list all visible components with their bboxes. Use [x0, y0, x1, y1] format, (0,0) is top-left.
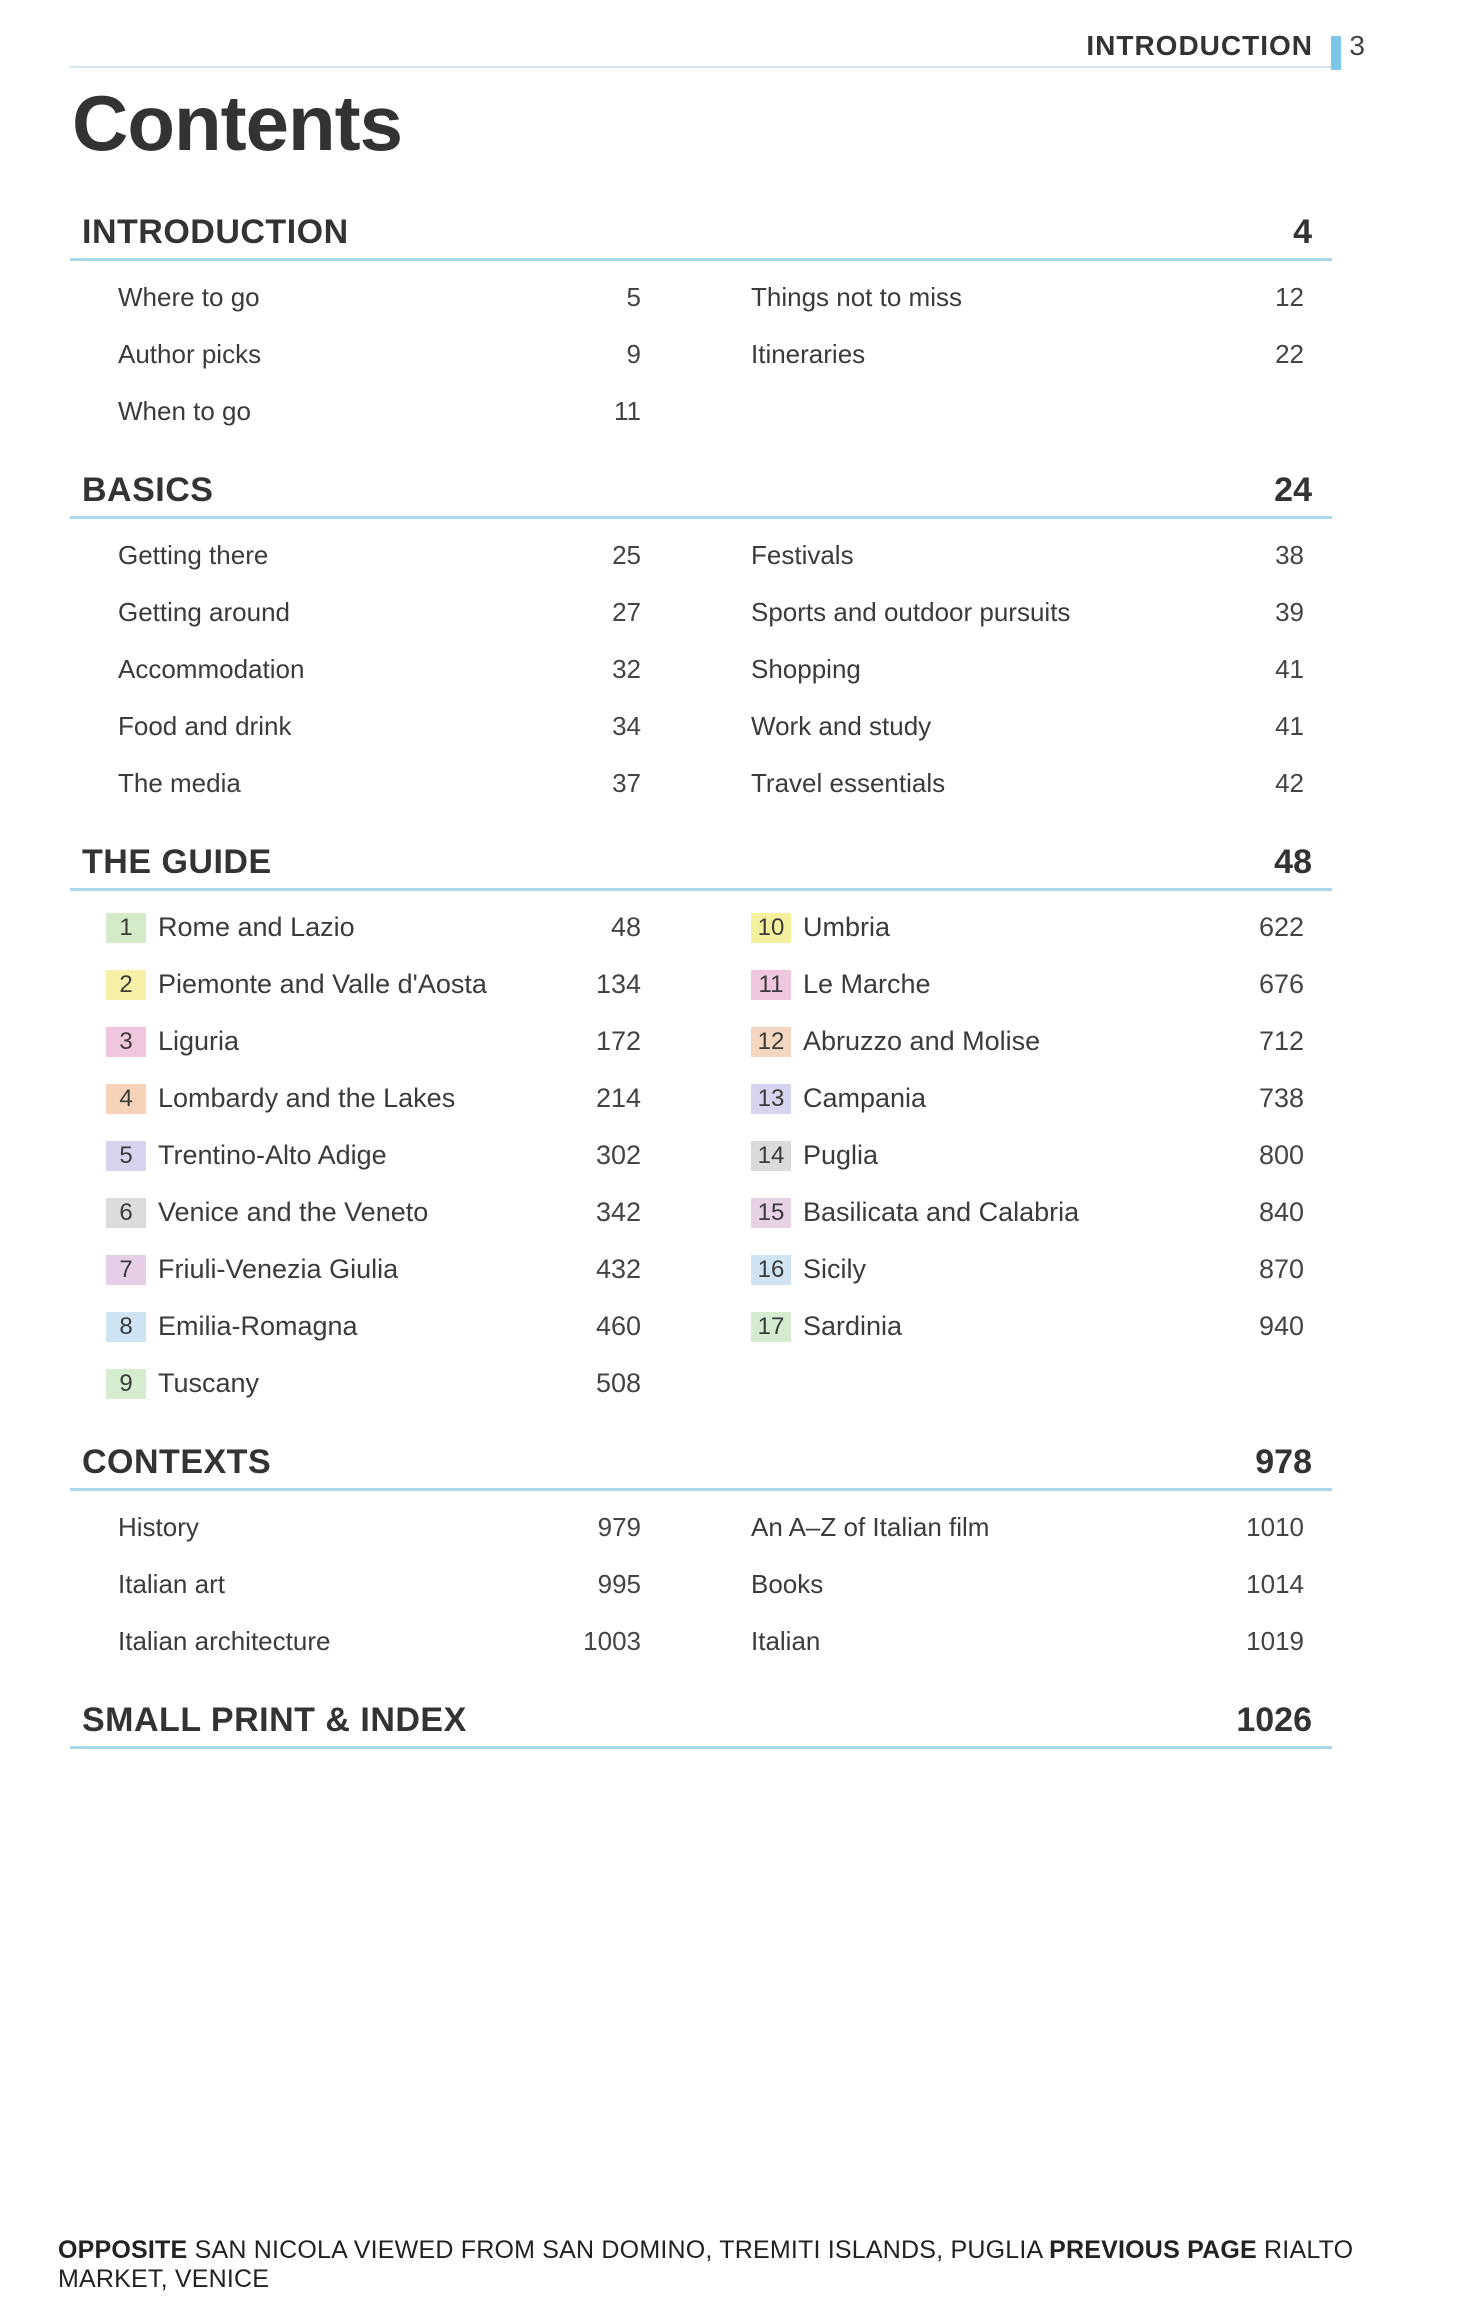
entry-page: 1010: [1246, 1512, 1304, 1542]
chapter-label: [106, 1140, 387, 1171]
toc-entry[interactable]: [70, 1499, 651, 1556]
toc-entry[interactable]: [751, 584, 1332, 641]
column-right: [751, 899, 1332, 1412]
chapter-page: 738: [1258, 1083, 1304, 1113]
chapter-title: Umbria: [803, 912, 891, 942]
section-title: CONTEXTS: [82, 1443, 272, 1481]
toc-entry[interactable]: [751, 326, 1332, 383]
chapter-entry[interactable]: [751, 1013, 1332, 1070]
chapter-title: Sicily: [803, 1254, 867, 1284]
chapter-title: Abruzzo and Molise: [803, 1026, 1041, 1056]
chapter-number-badge: 1: [106, 913, 146, 943]
chapter-label: [106, 1197, 428, 1228]
entry-label: Italian: [751, 1626, 821, 1656]
chapter-page: 800: [1258, 1140, 1304, 1170]
entry-label: Shopping: [751, 654, 861, 684]
toc-entry[interactable]: [751, 698, 1332, 755]
chapter-label: [106, 969, 487, 1000]
chapter-page: 622: [1258, 912, 1304, 942]
chapter-label: [106, 912, 355, 943]
chapter-number-badge: 14: [751, 1141, 791, 1171]
section-introduction: [70, 200, 1332, 458]
toc-entry[interactable]: [751, 641, 1332, 698]
chapter-entry[interactable]: [751, 956, 1332, 1013]
entry-label: Festivals: [751, 540, 854, 570]
column-left: [70, 1499, 651, 1670]
chapter-number-badge: 12: [751, 1027, 791, 1057]
section-header[interactable]: [70, 458, 1332, 519]
section-title: THE GUIDE: [82, 843, 272, 881]
chapter-page: 342: [595, 1197, 641, 1227]
section-header[interactable]: [70, 1430, 1332, 1491]
entry-label: History: [118, 1512, 199, 1542]
chapter-title: Emilia-Romagna: [158, 1311, 358, 1341]
toc-entry[interactable]: [751, 527, 1332, 584]
chapter-number-badge: 7: [106, 1255, 146, 1285]
entry-label: Things not to miss: [751, 282, 962, 312]
toc-entry[interactable]: [70, 269, 651, 326]
section-header[interactable]: [70, 200, 1332, 261]
entry-label: Itineraries: [751, 339, 866, 369]
chapter-label: [751, 1197, 1079, 1228]
photo-caption: [58, 2236, 1459, 2294]
toc-entry[interactable]: [751, 755, 1332, 812]
chapter-entry[interactable]: [70, 1127, 651, 1184]
entry-page: 9: [626, 339, 641, 369]
entry-label: Where to go: [118, 282, 260, 312]
section-the-guide: [70, 830, 1332, 1430]
chapter-label: [751, 969, 931, 1000]
chapter-entry[interactable]: [751, 1298, 1332, 1355]
caption-opposite-label: OPPOSITE: [58, 2236, 188, 2264]
entry-label: Work and study: [751, 711, 932, 741]
chapter-number-badge: 4: [106, 1084, 146, 1114]
page-title: Contents: [72, 79, 402, 167]
chapter-page: 48: [610, 912, 641, 942]
caption-opposite-text: SAN NICOLA VIEWED FROM SAN DOMINO, TREMITI ISLANDS, PUGLIA: [194, 2236, 1042, 2264]
entry-page: 41: [1275, 654, 1304, 684]
entry-page: 25: [612, 540, 641, 570]
toc-entry[interactable]: [70, 383, 651, 440]
toc-entry[interactable]: [70, 641, 651, 698]
entry-page: 5: [626, 282, 641, 312]
chapter-entry[interactable]: [751, 899, 1332, 956]
toc-entry[interactable]: [751, 1613, 1332, 1670]
column-left: [70, 527, 651, 812]
section-title: INTRODUCTION: [82, 213, 349, 251]
chapter-number-badge: 2: [106, 970, 146, 1000]
chapter-entry[interactable]: [70, 1241, 651, 1298]
entry-page: 38: [1275, 540, 1304, 570]
section-page: 978: [1255, 1443, 1312, 1481]
entry-label: Italian art: [118, 1569, 225, 1599]
toc-entry[interactable]: [70, 755, 651, 812]
chapter-label: [751, 912, 890, 943]
entry-page: 995: [597, 1569, 641, 1599]
section-title: SMALL PRINT & INDEX: [82, 1701, 467, 1739]
toc-entry[interactable]: [70, 698, 651, 755]
chapter-number-badge: 15: [751, 1198, 791, 1228]
toc-entry[interactable]: [751, 269, 1332, 326]
entry-page: 1019: [1246, 1626, 1304, 1656]
column-left: [70, 899, 651, 1412]
column-right: [751, 527, 1332, 812]
entry-page: 11: [614, 396, 641, 426]
chapter-entry[interactable]: [70, 1070, 651, 1127]
chapter-page: 676: [1258, 969, 1304, 999]
entry-page: 41: [1275, 711, 1304, 741]
page-number: 3: [1349, 30, 1365, 61]
chapter-number-badge: 8: [106, 1312, 146, 1342]
entry-label: Italian architecture: [118, 1626, 331, 1656]
toc-entry[interactable]: [70, 326, 651, 383]
caption-previous-label: PREVIOUS PAGE: [1049, 2236, 1257, 2264]
chapter-label: [106, 1368, 259, 1399]
chapter-label: [751, 1083, 926, 1114]
chapter-page: 302: [595, 1140, 641, 1170]
chapter-title: Sardinia: [803, 1311, 903, 1341]
chapter-page: 460: [595, 1311, 641, 1341]
chapter-title: Trentino-Alto Adige: [158, 1140, 387, 1170]
entry-label: Books: [751, 1569, 824, 1599]
chapter-label: [751, 1311, 902, 1342]
chapter-page: 940: [1258, 1311, 1304, 1341]
entry-page: 979: [597, 1512, 641, 1542]
chapter-page: 214: [595, 1083, 641, 1113]
section-basics: [70, 458, 1332, 830]
chapter-number-badge: 6: [106, 1198, 146, 1228]
chapter-title: Tuscany: [158, 1368, 260, 1398]
entry-label: Sports and outdoor pursuits: [751, 597, 1071, 627]
running-title: INTRODUCTION: [1086, 30, 1313, 61]
chapter-entry[interactable]: [70, 1298, 651, 1355]
entry-page: 37: [612, 768, 641, 798]
chapter-page: 172: [595, 1026, 641, 1056]
chapter-page: 712: [1258, 1026, 1304, 1056]
chapter-entry[interactable]: [70, 1184, 651, 1241]
section-page: 24: [1274, 471, 1312, 509]
chapter-number-badge: 3: [106, 1027, 146, 1057]
chapter-title: Venice and the Veneto: [158, 1197, 429, 1227]
toc-entry[interactable]: [70, 584, 651, 641]
chapter-number-badge: 17: [751, 1312, 791, 1342]
chapter-label: [106, 1026, 239, 1057]
toc-entry[interactable]: [70, 1556, 651, 1613]
entry-page: 22: [1275, 339, 1304, 369]
chapter-number-badge: 10: [751, 913, 791, 943]
toc-entry[interactable]: [70, 527, 651, 584]
chapter-page: 134: [595, 969, 641, 999]
chapter-number-badge: 5: [106, 1141, 146, 1171]
entry-label: Author picks: [118, 339, 262, 369]
entry-page: 27: [612, 597, 641, 627]
chapter-title: Rome and Lazio: [158, 912, 355, 942]
chapter-entry[interactable]: [70, 1355, 651, 1412]
toc-entry[interactable]: [751, 1556, 1332, 1613]
chapter-title: Lombardy and the Lakes: [158, 1083, 456, 1113]
column-right: [751, 269, 1332, 440]
chapter-title: Friuli-Venezia Giulia: [158, 1254, 399, 1284]
contents-list: [70, 200, 1332, 1749]
chapter-title: Liguria: [158, 1026, 240, 1056]
section-tab-marker: [1331, 36, 1341, 70]
toc-entry[interactable]: [751, 1499, 1332, 1556]
section-page: 48: [1274, 843, 1312, 881]
chapter-page: 840: [1258, 1197, 1304, 1227]
entry-page: 39: [1275, 597, 1304, 627]
entry-page: 1003: [583, 1626, 641, 1656]
chapter-page: 870: [1258, 1254, 1304, 1284]
chapter-entry[interactable]: [70, 1013, 651, 1070]
chapter-title: Le Marche: [803, 969, 931, 999]
entry-label: Travel essentials: [751, 768, 946, 798]
chapter-label: [751, 1026, 1040, 1057]
chapter-number-badge: 11: [751, 970, 791, 1000]
section-small-print: [70, 1688, 1332, 1749]
chapter-label: [106, 1254, 398, 1285]
section-header[interactable]: [70, 830, 1332, 891]
entry-label: Food and drink: [118, 711, 292, 741]
column-left: [70, 269, 651, 440]
section-page: 1026: [1236, 1701, 1312, 1739]
chapter-number-badge: 16: [751, 1255, 791, 1285]
chapter-title: Puglia: [803, 1140, 879, 1170]
toc-entry[interactable]: [70, 1613, 651, 1670]
column-right: [751, 1499, 1332, 1670]
chapter-number-badge: 9: [106, 1369, 146, 1399]
chapter-entry[interactable]: [70, 956, 651, 1013]
entry-label: The media: [118, 768, 241, 798]
section-contexts: [70, 1430, 1332, 1688]
chapter-label: [751, 1254, 866, 1285]
entry-label: When to go: [118, 396, 251, 426]
entry-page: 1014: [1246, 1569, 1304, 1599]
section-page: 4: [1293, 213, 1312, 251]
entry-page: 32: [612, 654, 641, 684]
chapter-page: 508: [595, 1368, 641, 1398]
entry-page: 42: [1275, 768, 1304, 798]
entry-label: Getting there: [118, 540, 269, 570]
section-title: BASICS: [82, 471, 214, 509]
chapter-label: [751, 1140, 878, 1171]
chapter-label: [106, 1311, 358, 1342]
chapter-entry[interactable]: [751, 1184, 1332, 1241]
entry-page: 12: [1275, 282, 1304, 312]
chapter-title: Piemonte and Valle d'Aosta: [158, 969, 487, 999]
chapter-entry[interactable]: [751, 1070, 1332, 1127]
chapter-label: [106, 1083, 455, 1114]
chapter-entry[interactable]: [751, 1127, 1332, 1184]
entry-label: Accommodation: [118, 654, 305, 684]
chapter-entry[interactable]: [70, 899, 651, 956]
chapter-page: 432: [595, 1254, 641, 1284]
chapter-title: Campania: [803, 1083, 927, 1113]
section-header[interactable]: [70, 1688, 1332, 1749]
entry-label: Getting around: [118, 597, 291, 627]
running-head-rule: [70, 66, 1337, 68]
chapter-number-badge: 13: [751, 1084, 791, 1114]
chapter-entry[interactable]: [751, 1241, 1332, 1298]
entry-page: 34: [612, 711, 641, 741]
entry-label: An A–Z of Italian film: [751, 1512, 990, 1542]
caption-previous-text: RIALTO MARKET, VENICE: [58, 2236, 1354, 2293]
chapter-title: Basilicata and Calabria: [803, 1197, 1080, 1227]
